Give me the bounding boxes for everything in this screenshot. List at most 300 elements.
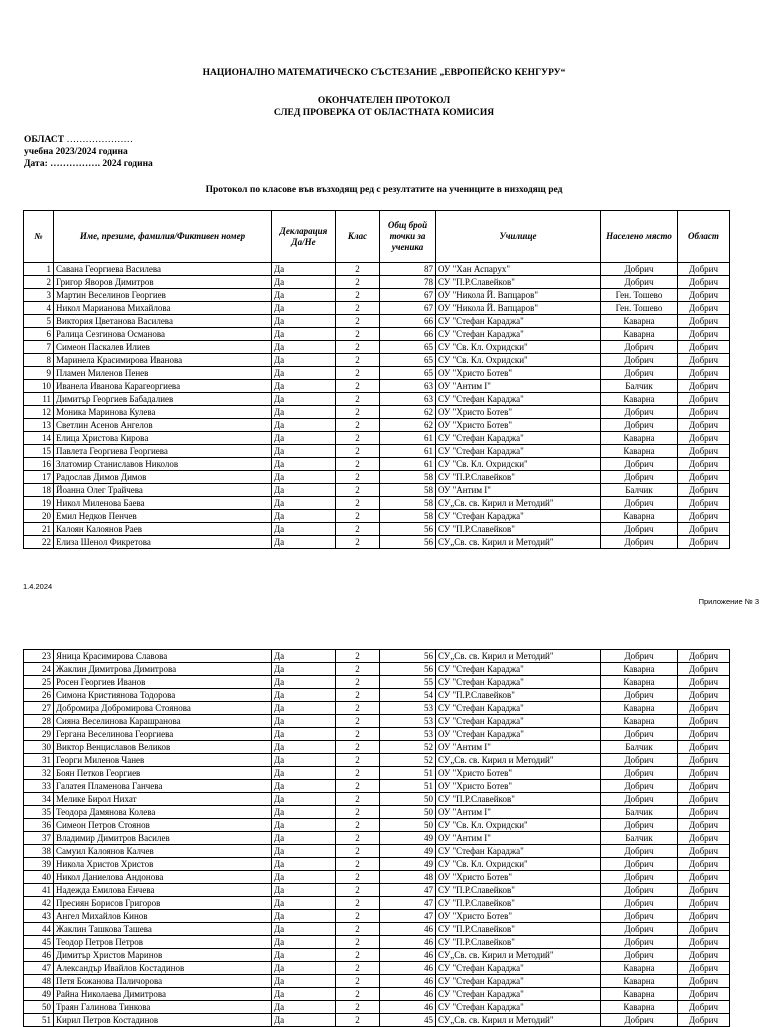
cell-name: Виктория Цветанова Василева bbox=[54, 315, 272, 328]
cell-town: Добрич bbox=[601, 650, 678, 663]
cell-school: СУ "Стефан Караджа" bbox=[436, 975, 601, 988]
table-row bbox=[24, 1001, 730, 1014]
cell-school: СУ "П.Р.Славейков" bbox=[436, 689, 601, 702]
table-row bbox=[24, 806, 730, 819]
cell-name: Симеон Паскалев Илиев bbox=[54, 341, 272, 354]
cell-number: 10 bbox=[24, 380, 54, 393]
table-row bbox=[24, 510, 730, 523]
cell-declaration: Да bbox=[272, 884, 336, 897]
cell-region: Добрич bbox=[678, 432, 730, 445]
cell-school: СУ„Св. св. Кирил и Методий" bbox=[436, 536, 601, 549]
cell-number: 31 bbox=[24, 754, 54, 767]
cell-region: Добрич bbox=[678, 289, 730, 302]
cell-town: Каварна bbox=[601, 676, 678, 689]
cell-town: Добрич bbox=[601, 523, 678, 536]
cell-declaration: Да bbox=[272, 354, 336, 367]
cell-points: 61 bbox=[380, 445, 436, 458]
cell-region: Добрич bbox=[678, 663, 730, 676]
cell-name: Мартин Веселинов Георгиев bbox=[54, 289, 272, 302]
cell-declaration: Да bbox=[272, 741, 336, 754]
cell-town: Каварна bbox=[601, 432, 678, 445]
cell-region: Добрич bbox=[678, 949, 730, 962]
cell-class: 2 bbox=[336, 949, 380, 962]
cell-name: Сияна Веселинова Карашранова bbox=[54, 715, 272, 728]
cell-name: Елица Христова Кирова bbox=[54, 432, 272, 445]
cell-region: Добрич bbox=[678, 936, 730, 949]
cell-number: 47 bbox=[24, 962, 54, 975]
cell-region: Добрич bbox=[678, 962, 730, 975]
cell-name: Райна Николаева Димитрова bbox=[54, 988, 272, 1001]
cell-region: Добрич bbox=[678, 484, 730, 497]
cell-school: СУ "Стефан Караджа" bbox=[436, 845, 601, 858]
cell-name: Павлета Георгиева Георгиева bbox=[54, 445, 272, 458]
cell-town: Добрич bbox=[601, 871, 678, 884]
cell-region: Добрич bbox=[678, 393, 730, 406]
cell-town: Добрич bbox=[601, 458, 678, 471]
cell-points: 50 bbox=[380, 793, 436, 806]
cell-class: 2 bbox=[336, 650, 380, 663]
cell-class: 2 bbox=[336, 328, 380, 341]
cell-points: 58 bbox=[380, 510, 436, 523]
cell-name: Жаклин Димитрова Димитрова bbox=[54, 663, 272, 676]
cell-class: 2 bbox=[336, 793, 380, 806]
cell-class: 2 bbox=[336, 897, 380, 910]
cell-school: СУ "Стефан Караджа" bbox=[436, 315, 601, 328]
cell-declaration: Да bbox=[272, 1001, 336, 1014]
cell-town: Добрич bbox=[601, 536, 678, 549]
cell-name: Пресиян Борисов Григоров bbox=[54, 897, 272, 910]
cell-declaration: Да bbox=[272, 393, 336, 406]
cell-class: 2 bbox=[336, 276, 380, 289]
cell-class: 2 bbox=[336, 341, 380, 354]
cell-school: СУ "Стефан Караджа" bbox=[436, 510, 601, 523]
table-row bbox=[24, 702, 730, 715]
cell-school: СУ "Стефан Караджа" bbox=[436, 432, 601, 445]
cell-class: 2 bbox=[336, 523, 380, 536]
cell-declaration: Да bbox=[272, 380, 336, 393]
cell-name: Галатея Пламенова Ганчева bbox=[54, 780, 272, 793]
cell-declaration: Да bbox=[272, 419, 336, 432]
cell-declaration: Да bbox=[272, 341, 336, 354]
cell-school: СУ "Стефан Караджа" bbox=[436, 676, 601, 689]
cell-declaration: Да bbox=[272, 276, 336, 289]
cell-declaration: Да bbox=[272, 806, 336, 819]
cell-town: Добрич bbox=[601, 276, 678, 289]
cell-region: Добрич bbox=[678, 315, 730, 328]
cell-class: 2 bbox=[336, 263, 380, 276]
cell-number: 36 bbox=[24, 819, 54, 832]
cell-town: Каварна bbox=[601, 962, 678, 975]
table-row bbox=[24, 367, 730, 380]
cell-declaration: Да bbox=[272, 858, 336, 871]
cell-name: Теодора Дамянова Колева bbox=[54, 806, 272, 819]
table-row bbox=[24, 962, 730, 975]
cell-region: Добрич bbox=[678, 380, 730, 393]
cell-school: СУ "П.Р.Славейков" bbox=[436, 884, 601, 897]
cell-name: Самуил Калоянов Калчев bbox=[54, 845, 272, 858]
cell-declaration: Да bbox=[272, 510, 336, 523]
table-row bbox=[24, 884, 730, 897]
cell-region: Добрич bbox=[678, 819, 730, 832]
cell-school: СУ "Стефан Караджа" bbox=[436, 445, 601, 458]
cell-school: ОУ "Антим I" bbox=[436, 380, 601, 393]
cell-number: 7 bbox=[24, 341, 54, 354]
cell-town: Каварна bbox=[601, 975, 678, 988]
cell-points: 52 bbox=[380, 754, 436, 767]
cell-class: 2 bbox=[336, 367, 380, 380]
cell-points: 49 bbox=[380, 845, 436, 858]
cell-points: 58 bbox=[380, 471, 436, 484]
cell-region: Добрич bbox=[678, 367, 730, 380]
cell-declaration: Да bbox=[272, 1014, 336, 1027]
cell-declaration: Да bbox=[272, 650, 336, 663]
cell-class: 2 bbox=[336, 445, 380, 458]
cell-town: Добрич bbox=[601, 1014, 678, 1027]
cell-declaration: Да bbox=[272, 819, 336, 832]
cell-points: 65 bbox=[380, 367, 436, 380]
cell-number: 16 bbox=[24, 458, 54, 471]
table-row bbox=[24, 419, 730, 432]
cell-town: Добрич bbox=[601, 910, 678, 923]
oblast-line: ОБЛАСТ ………………… bbox=[24, 135, 133, 145]
cell-class: 2 bbox=[336, 780, 380, 793]
cell-name: Георги Миленов Чанев bbox=[54, 754, 272, 767]
cell-name: Григор Яворов Димитров bbox=[54, 276, 272, 289]
date-line: Дата: ……………. 2024 година bbox=[24, 159, 153, 169]
cell-class: 2 bbox=[336, 910, 380, 923]
cell-points: 52 bbox=[380, 741, 436, 754]
cell-name: Жаклин Ташкова Ташева bbox=[54, 923, 272, 936]
appendix-label: Приложение № 3 bbox=[698, 597, 759, 606]
cell-town: Ген. Тошево bbox=[601, 302, 678, 315]
cell-region: Добрич bbox=[678, 406, 730, 419]
cell-number: 35 bbox=[24, 806, 54, 819]
cell-school: СУ„Св. св. Кирил и Методий" bbox=[436, 949, 601, 962]
cell-region: Добрич bbox=[678, 419, 730, 432]
cell-name: Пламен Миленов Пенев bbox=[54, 367, 272, 380]
table-row bbox=[24, 897, 730, 910]
cell-points: 46 bbox=[380, 1001, 436, 1014]
cell-points: 67 bbox=[380, 289, 436, 302]
cell-region: Добрич bbox=[678, 354, 730, 367]
cell-name: Надежда Емилова Енчева bbox=[54, 884, 272, 897]
cell-name: Никола Христов Христов bbox=[54, 858, 272, 871]
cell-class: 2 bbox=[336, 419, 380, 432]
cell-declaration: Да bbox=[272, 663, 336, 676]
cell-number: 32 bbox=[24, 767, 54, 780]
cell-number: 34 bbox=[24, 793, 54, 806]
competition-title: НАЦИОНАЛНО МАТЕМАТИЧЕСКО СЪСТЕЗАНИЕ „ЕВРОПЕЙСКО КЕНГУРУ“ bbox=[202, 68, 566, 78]
cell-points: 49 bbox=[380, 858, 436, 871]
cell-region: Добрич bbox=[678, 536, 730, 549]
cell-region: Добрич bbox=[678, 1001, 730, 1014]
cell-town: Добрич bbox=[601, 897, 678, 910]
table-row bbox=[24, 819, 730, 832]
cell-declaration: Да bbox=[272, 715, 336, 728]
cell-name: Димитър Христов Маринов bbox=[54, 949, 272, 962]
cell-class: 2 bbox=[336, 315, 380, 328]
cell-name: Симона Кристиянова Тодорова bbox=[54, 689, 272, 702]
cell-school: ОУ "Хан Аспарух" bbox=[436, 263, 601, 276]
cell-school: СУ "П.Р.Славейков" bbox=[436, 276, 601, 289]
cell-region: Добрич bbox=[678, 871, 730, 884]
cell-school: ОУ "Антим I" bbox=[436, 806, 601, 819]
cell-name: Гергана Веселинова Георгиева bbox=[54, 728, 272, 741]
cell-school: СУ "П.Р.Славейков" bbox=[436, 897, 601, 910]
cell-region: Добрич bbox=[678, 910, 730, 923]
cell-points: 46 bbox=[380, 975, 436, 988]
cell-town: Каварна bbox=[601, 510, 678, 523]
cell-town: Балчик bbox=[601, 806, 678, 819]
cell-number: 40 bbox=[24, 871, 54, 884]
cell-number: 11 bbox=[24, 393, 54, 406]
cell-class: 2 bbox=[336, 497, 380, 510]
cell-points: 65 bbox=[380, 354, 436, 367]
cell-name: Петя Божанова Паличорова bbox=[54, 975, 272, 988]
cell-declaration: Да bbox=[272, 949, 336, 962]
cell-class: 2 bbox=[336, 767, 380, 780]
cell-number: 26 bbox=[24, 689, 54, 702]
cell-points: 58 bbox=[380, 497, 436, 510]
cell-points: 49 bbox=[380, 832, 436, 845]
table-row bbox=[24, 845, 730, 858]
cell-region: Добрич bbox=[678, 276, 730, 289]
table-row bbox=[24, 988, 730, 1001]
cell-school: ОУ "Никола Й. Вапцаров" bbox=[436, 289, 601, 302]
cell-points: 46 bbox=[380, 962, 436, 975]
cell-town: Добрич bbox=[601, 263, 678, 276]
table-row bbox=[24, 910, 730, 923]
cell-school: СУ "Стефан Караджа" bbox=[436, 393, 601, 406]
cell-declaration: Да bbox=[272, 497, 336, 510]
cell-class: 2 bbox=[336, 741, 380, 754]
cell-number: 30 bbox=[24, 741, 54, 754]
cell-school: СУ„Св. св. Кирил и Методий" bbox=[436, 650, 601, 663]
cell-name: Златомир Станиславов Николов bbox=[54, 458, 272, 471]
cell-name: Ангел Михайлов Кинов bbox=[54, 910, 272, 923]
cell-number: 4 bbox=[24, 302, 54, 315]
cell-class: 2 bbox=[336, 289, 380, 302]
cell-town: Добрич bbox=[601, 793, 678, 806]
cell-town: Каварна bbox=[601, 663, 678, 676]
cell-name: Александър Ивайлов Костадинов bbox=[54, 962, 272, 975]
cell-town: Каварна bbox=[601, 445, 678, 458]
cell-class: 2 bbox=[336, 432, 380, 445]
cell-number: 37 bbox=[24, 832, 54, 845]
cell-region: Добрич bbox=[678, 923, 730, 936]
table-row bbox=[24, 328, 730, 341]
cell-class: 2 bbox=[336, 845, 380, 858]
cell-declaration: Да bbox=[272, 975, 336, 988]
cell-town: Добрич bbox=[601, 728, 678, 741]
cell-town: Добрич bbox=[601, 936, 678, 949]
cell-points: 46 bbox=[380, 923, 436, 936]
cell-school: ОУ "Христо Ботев" bbox=[436, 910, 601, 923]
cell-number: 6 bbox=[24, 328, 54, 341]
cell-name: Емил Недков Пенчев bbox=[54, 510, 272, 523]
cell-class: 2 bbox=[336, 988, 380, 1001]
cell-school: ОУ "Антим I" bbox=[436, 832, 601, 845]
cell-declaration: Да bbox=[272, 689, 336, 702]
cell-school: ОУ "Христо Ботев" bbox=[436, 871, 601, 884]
cell-region: Добрич bbox=[678, 341, 730, 354]
table-row bbox=[24, 484, 730, 497]
table-row bbox=[24, 432, 730, 445]
cell-number: 9 bbox=[24, 367, 54, 380]
protocol-description: Протокол по класове във възходящ ред с резултатите на учениците в низходящ ред bbox=[205, 185, 563, 195]
cell-town: Добрич bbox=[601, 884, 678, 897]
cell-points: 56 bbox=[380, 650, 436, 663]
cell-class: 2 bbox=[336, 663, 380, 676]
cell-region: Добрич bbox=[678, 263, 730, 276]
cell-declaration: Да bbox=[272, 432, 336, 445]
cell-region: Добрич bbox=[678, 471, 730, 484]
cell-points: 53 bbox=[380, 702, 436, 715]
cell-number: 33 bbox=[24, 780, 54, 793]
table-row bbox=[24, 689, 730, 702]
cell-class: 2 bbox=[336, 484, 380, 497]
cell-name: Добромира Добромирова Стоянова bbox=[54, 702, 272, 715]
cell-town: Добрич bbox=[601, 845, 678, 858]
cell-region: Добрич bbox=[678, 1014, 730, 1027]
cell-region: Добрич bbox=[678, 523, 730, 536]
cell-name: Димитър Георгиев Бабадалиев bbox=[54, 393, 272, 406]
cell-class: 2 bbox=[336, 393, 380, 406]
cell-town: Добрич bbox=[601, 754, 678, 767]
cell-points: 47 bbox=[380, 884, 436, 897]
cell-region: Добрич bbox=[678, 806, 730, 819]
cell-name: Йоанна Олег Трайчева bbox=[54, 484, 272, 497]
cell-class: 2 bbox=[336, 510, 380, 523]
table-row bbox=[24, 523, 730, 536]
protocol-subtitle: СЛЕД ПРОВЕРКА ОТ ОБЛАСТНАТА КОМИСИЯ bbox=[273, 108, 495, 118]
cell-points: 63 bbox=[380, 380, 436, 393]
cell-points: 56 bbox=[380, 663, 436, 676]
table-row bbox=[24, 832, 730, 845]
cell-name: Боян Петков Георгиев bbox=[54, 767, 272, 780]
cell-name: Кирил Петров Костадинов bbox=[54, 1014, 272, 1027]
cell-region: Добрич bbox=[678, 754, 730, 767]
table-row bbox=[24, 458, 730, 471]
cell-region: Добрич bbox=[678, 458, 730, 471]
cell-town: Добрич bbox=[601, 923, 678, 936]
cell-class: 2 bbox=[336, 923, 380, 936]
cell-declaration: Да bbox=[272, 289, 336, 302]
cell-town: Добрич bbox=[601, 767, 678, 780]
cell-class: 2 bbox=[336, 806, 380, 819]
cell-number: 19 bbox=[24, 497, 54, 510]
cell-declaration: Да bbox=[272, 445, 336, 458]
cell-declaration: Да bbox=[272, 328, 336, 341]
cell-points: 55 bbox=[380, 676, 436, 689]
cell-declaration: Да bbox=[272, 367, 336, 380]
cell-points: 61 bbox=[380, 432, 436, 445]
cell-declaration: Да bbox=[272, 728, 336, 741]
table-row bbox=[24, 949, 730, 962]
table-row bbox=[24, 302, 730, 315]
col-number: № bbox=[24, 211, 54, 263]
col-declaration: Декларация Да/Не bbox=[272, 211, 336, 263]
cell-class: 2 bbox=[336, 380, 380, 393]
cell-school: ОУ "Христо Ботев" bbox=[436, 767, 601, 780]
cell-class: 2 bbox=[336, 819, 380, 832]
cell-school: СУ„Св. св. Кирил и Методий" bbox=[436, 754, 601, 767]
cell-points: 50 bbox=[380, 819, 436, 832]
cell-points: 87 bbox=[380, 263, 436, 276]
cell-school: СУ "Стефан Караджа" bbox=[436, 988, 601, 1001]
cell-number: 5 bbox=[24, 315, 54, 328]
cell-number: 15 bbox=[24, 445, 54, 458]
cell-school: СУ "Св. Кл. Охридски" bbox=[436, 458, 601, 471]
cell-class: 2 bbox=[336, 406, 380, 419]
cell-region: Добрич bbox=[678, 988, 730, 1001]
cell-class: 2 bbox=[336, 676, 380, 689]
cell-region: Добрич bbox=[678, 897, 730, 910]
cell-declaration: Да bbox=[272, 471, 336, 484]
cell-school: СУ "П.Р.Славейков" bbox=[436, 793, 601, 806]
cell-region: Добрич bbox=[678, 793, 730, 806]
cell-number: 23 bbox=[24, 650, 54, 663]
cell-region: Добрич bbox=[678, 728, 730, 741]
table-row bbox=[24, 871, 730, 884]
cell-region: Добрич bbox=[678, 715, 730, 728]
cell-town: Добрич bbox=[601, 341, 678, 354]
cell-name: Савана Георгиева Василева bbox=[54, 263, 272, 276]
table-row bbox=[24, 780, 730, 793]
cell-region: Добрич bbox=[678, 445, 730, 458]
cell-points: 46 bbox=[380, 936, 436, 949]
cell-school: СУ "Стефан Караджа" bbox=[436, 328, 601, 341]
cell-region: Добрич bbox=[678, 858, 730, 871]
cell-points: 48 bbox=[380, 871, 436, 884]
school-year-line: учебна 2023/2024 година bbox=[24, 147, 128, 157]
cell-points: 46 bbox=[380, 988, 436, 1001]
cell-number: 51 bbox=[24, 1014, 54, 1027]
table-row bbox=[24, 767, 730, 780]
footer-date: 1.4.2024 bbox=[23, 582, 53, 591]
col-region: Област bbox=[678, 211, 730, 263]
cell-points: 53 bbox=[380, 728, 436, 741]
cell-name: Никол Марианова Михайлова bbox=[54, 302, 272, 315]
cell-school: СУ "Стефан Караджа" bbox=[436, 715, 601, 728]
cell-class: 2 bbox=[336, 1014, 380, 1027]
cell-declaration: Да bbox=[272, 302, 336, 315]
cell-points: 56 bbox=[380, 523, 436, 536]
cell-points: 58 bbox=[380, 484, 436, 497]
cell-town: Балчик bbox=[601, 484, 678, 497]
cell-name: Теодор Петров Петров bbox=[54, 936, 272, 949]
cell-region: Добрич bbox=[678, 884, 730, 897]
cell-declaration: Да bbox=[272, 536, 336, 549]
cell-name: Никол Миленова Баева bbox=[54, 497, 272, 510]
cell-declaration: Да bbox=[272, 871, 336, 884]
col-class: Клас bbox=[336, 211, 380, 263]
cell-name: Владимир Димитров Василев bbox=[54, 832, 272, 845]
cell-points: 62 bbox=[380, 419, 436, 432]
cell-name: Мелике Бирол Нихат bbox=[54, 793, 272, 806]
cell-region: Добрич bbox=[678, 689, 730, 702]
cell-declaration: Да bbox=[272, 780, 336, 793]
cell-number: 22 bbox=[24, 536, 54, 549]
cell-declaration: Да bbox=[272, 263, 336, 276]
cell-town: Балчик bbox=[601, 741, 678, 754]
cell-declaration: Да bbox=[272, 832, 336, 845]
cell-declaration: Да bbox=[272, 897, 336, 910]
cell-points: 46 bbox=[380, 949, 436, 962]
cell-school: СУ "Св. Кл. Охридски" bbox=[436, 354, 601, 367]
cell-name: Елиза Шенол Фикретова bbox=[54, 536, 272, 549]
cell-name: Яница Красимирова Славова bbox=[54, 650, 272, 663]
